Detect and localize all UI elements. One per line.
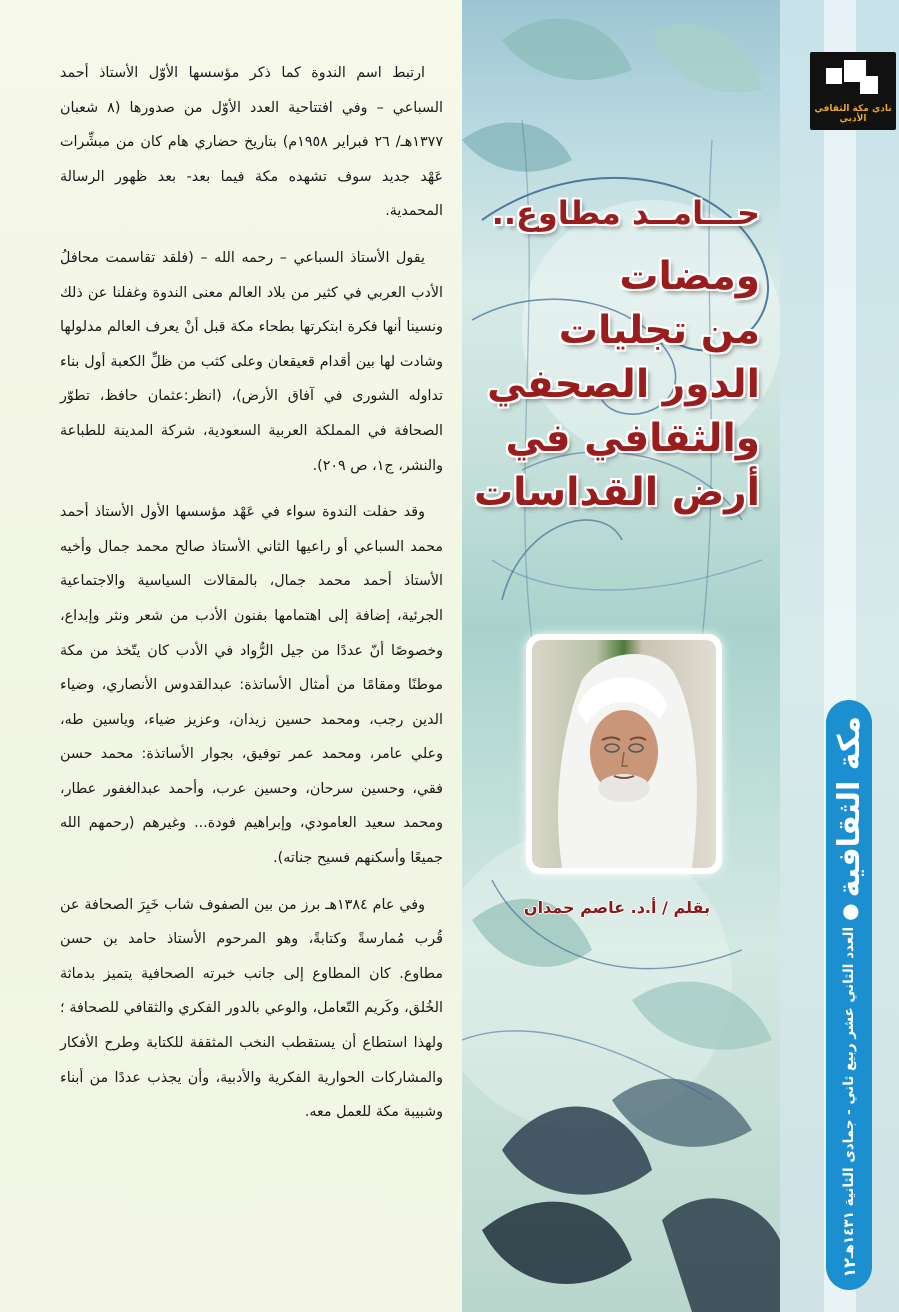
headline-line: الدور الصحفي (487, 362, 760, 407)
article-headline (464, 186, 760, 520)
article-paragraph: يقول الأستاذ السباعي – رحمه الله – (فلقد تقاسمت محافلُ الأدب العربي في كثير من بلاد العالم معنى الندوة وغفلنا عن ذلك ونسينا أنها فكرة ابتكرتها بطحاء مكة قبل أنْ يعرف العالم مدلولها وشادت لها بين أقدام قعيقعان وعلى كثب من ظلِّ الكعبة أول بناء تداوله الشورى في آفاق الأرض)، (انظر:عثمان حافظ، تطوّر الصحافة في المملكة العربية السعودية، شركة المدينة للطباعة والنشر، ج١، ص ٢٠٩). (60, 249, 443, 474)
headline-line: حـــامــد مطاوع.. (491, 194, 760, 232)
separator-dot: ● (837, 903, 861, 921)
author-portrait (526, 634, 722, 874)
magazine-sidebar (780, 0, 899, 1312)
article-body (60, 56, 443, 1142)
decorative-panel (462, 0, 780, 1312)
article-paragraph: ارتبط اسم الندوة كما ذكر مؤسسها الأوّل الأستاذ أحمد السباعي – وفي افتتاحية العدد الأوّل من صدورها (٨ شعبان ١٣٧٧هـ/ ٢٦ فبراير ١٩٥٨م) بتاريخ حضاري هام كان من مبشِّرات عَهْد جديد سوف تشهده مكة فيما بعد- بعد ظهور الرسالة المحمدية. (60, 65, 443, 220)
author-byline: بقلم / أ.د. عاصم حمدان (523, 898, 711, 917)
portrait-photo (532, 640, 716, 868)
article-paragraph: وفي عام ١٣٨٤هـ برز من بين الصفوف شاب خَبِرَ الصحافة عن قُرب مُمارسةً وكتابةً، وهو المرحوم الأستاذ حامد بن حسن مطاوع. كان المطاوع إلى جانب خبرته الصحافية يتميز بدماثة الخُلق، وكَريم التّعامل، والوعي بالدور الفكري والثقافي للصحافة ؛ ولهذا استطاع أن يستقطب النخب المثقفة للكتابة وطرح الأفكار والمشاركات الحوارية الفكرية والأدبية، وأن يجذب عددًا من أبناء وشبيبة مكة للعمل معه. (60, 896, 443, 1121)
page-number: ١٢ (839, 1258, 859, 1278)
article-paragraph: وقد حفلت الندوة سواء في عَهْد مؤسسها الأول الأستاذ أحمد محمد السباعي أو راعيها الثاني الأستاذ صالح محمد جمال وأخيه الأستاذ أحمد محمد جمال، بالمقالات السياسية والاجتماعية الجرئية، إضافة إلى اهتمامها بفنون الأدب من شعر ونثر وإبداع، وخصوصًا أنّ عددًا من جيل الرُّواد في الأدب كان يتّخذ من مكة موطنًا ومقامًا من أمثال الأساتذة: عبدالقدوس الأنصاري، وضياء الدين رجب، ومحمد حسين زيدان، وعزيز ضياء، وياسين طه، وعلي عامر، ومحمد عمر توفيق، بجوار الأساتذة: محمد حسن فقي، وحسين سرحان، وحسين عرب، وأحمد عبدالغفور عطار، ومحمد سعيد العامودي، وإبراهيم فودة... وغيرهم (رحمهم الله جميعًا وأسكنهم فسيح جناته). (60, 504, 443, 867)
headline-line: ومضات (619, 254, 760, 299)
magazine-name: مكة الثقافية (831, 716, 867, 898)
logo-caption: نادي مكة الثقافي الأدبي (814, 104, 892, 124)
headline-line: والثقافي في (505, 416, 760, 461)
issue-info: العدد الثاني عشر ربيع ثاني - جمادى الثانية ١٤٣١هـ (841, 926, 857, 1259)
headline-line: أرض القداسات (473, 470, 760, 515)
headline-line: من تجليات (558, 308, 760, 353)
issue-band-text (826, 700, 872, 1290)
